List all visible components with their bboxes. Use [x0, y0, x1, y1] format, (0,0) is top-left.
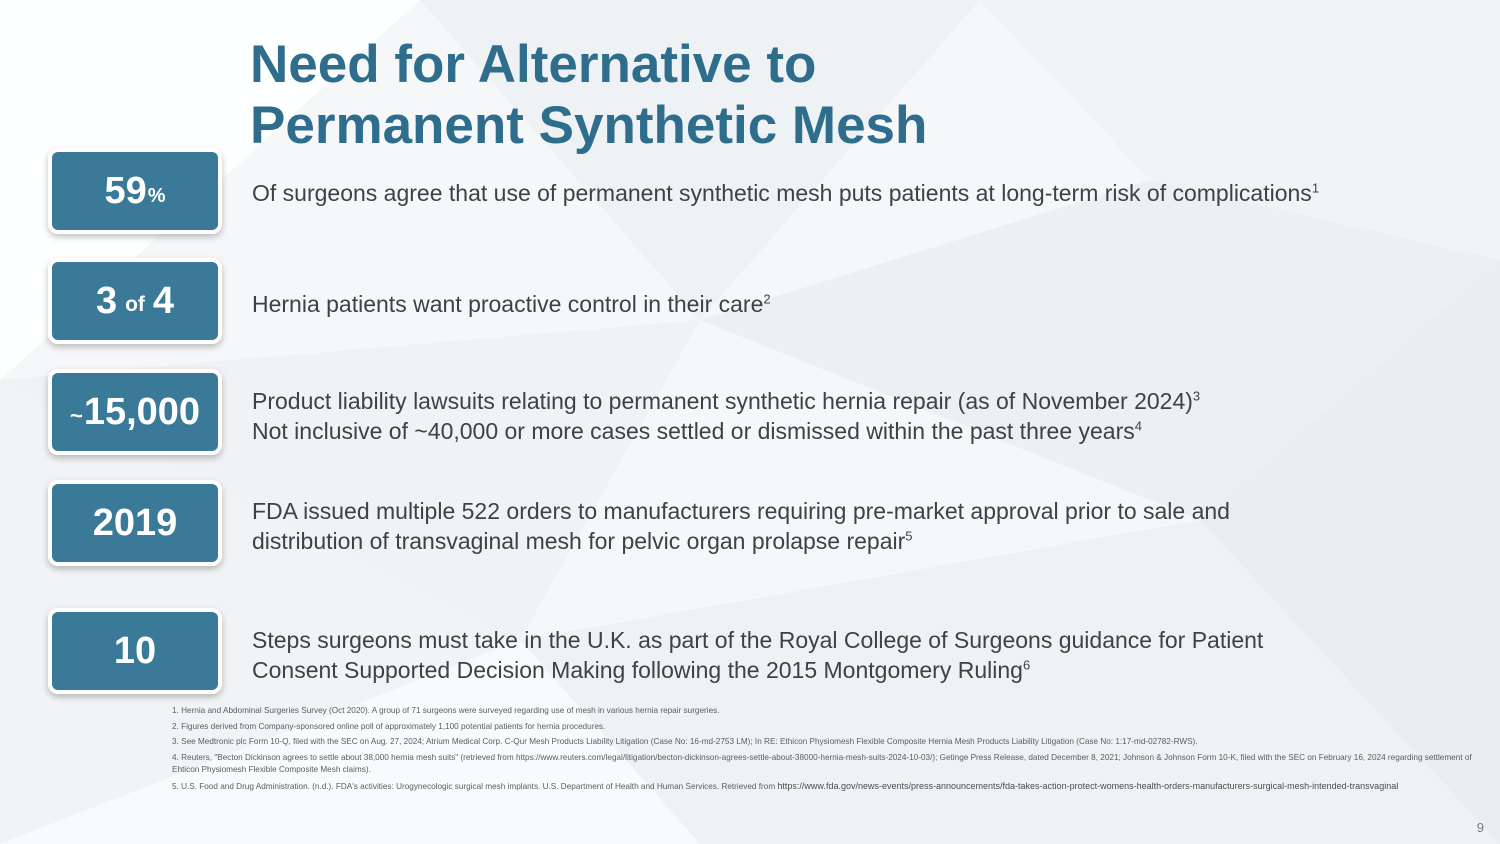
statement-text-line-2: distribution of transvaginal mesh for pelvic organ prolapse repair	[252, 528, 906, 554]
stat-badge-3-of-4	[48, 258, 222, 344]
stat-badge-10	[48, 608, 222, 694]
footnotes	[172, 705, 1472, 796]
stat-value: 2019	[92, 502, 178, 544]
stat-badge-15000	[48, 369, 222, 455]
page-title	[250, 34, 927, 156]
stat-statement-surgeons	[252, 178, 1452, 208]
title-line-2: Permanent Synthetic Mesh	[250, 96, 928, 155]
footnote-3: 3. See Medtronic plc Form 10-Q, filed with the SEC on Aug. 27, 2024; Atrium Medical Corp. C-Qur Mesh Products Liability Litigation (Case No: 16-md-2753 LM); In RE: Ethicon Physiomesh Flexible Composite Hernia Mesh Products Liability Litigation (Case No: 1:17-md-02782-RWS).	[172, 737, 1198, 746]
statement-text-line-1: Product liability lawsuits relating to permanent synthetic hernia repair (as of November 2024)	[252, 388, 1193, 414]
footnote-1: 1. Hernia and Abdominal Surgeries Survey (Oct 2020). A group of 71 surgeons were surveyed regarding use of mesh in various hernia repair surgeries.	[172, 706, 720, 715]
stat-joiner: of	[125, 293, 145, 316]
footnote-ref: 6	[1022, 657, 1031, 673]
footnote-5-link[interactable]: https://www.fda.gov/news-events/press-announcements/fda-takes-action-protect-womens-health-orders-manufacturers-surgical-mesh-intended-transvaginal	[777, 780, 1399, 791]
footnote-ref: 1	[1311, 180, 1320, 196]
stat-statement-lawsuits	[252, 386, 1452, 446]
statement-text-line-2: Not inclusive of ~40,000 or more cases settled or dismissed within the past three years	[252, 418, 1135, 444]
footnote-4: 4. Reuters, "Becton Dickinson agrees to settle about 38,000 hernia mesh suits" (retrieved from https://www.reuters.com/legal/litigation/becton-dickinson-agrees-settle-about-38000-hernia-mesh-suits-2024-10-03/); Getinge Press Release, dated December 8, 2021; Johnson & Johnson Form 10-K, filed with the SEC on February 16, 2024 regarding settlement of Ehticon Physiomesh Flexible Composite Mesh claims).	[172, 752, 1472, 774]
statement-text-line-2: Consent Supported Decision Making following the 2015 Montgomery Ruling	[252, 657, 1023, 683]
footnote-5	[172, 780, 1472, 794]
stat-statement-uk-steps	[252, 625, 1452, 685]
stat-prefix: ~	[69, 403, 83, 428]
statement-text: Of surgeons agree that use of permanent synthetic mesh puts patients at long-term risk of complications	[252, 180, 1312, 206]
stat-statement-patients	[252, 289, 1452, 319]
stat-unit: %	[147, 184, 166, 207]
stat-value: 10	[113, 630, 157, 672]
title-line-1: Need for Alternative to	[250, 35, 817, 94]
stat-statement-fda	[252, 496, 1452, 556]
footnote-ref: 3	[1192, 388, 1201, 404]
footnote-ref: 5	[905, 528, 913, 544]
stat-value: 15,000	[83, 391, 201, 433]
stat-value-b: 4	[152, 280, 175, 322]
footnote-ref: 2	[763, 291, 771, 307]
stat-badge-59-percent	[48, 148, 222, 234]
footnote-2: 2. Figures derived from Company-sponsored online poll of approximately 1,100 potential patients for hernia procedures.	[172, 721, 606, 731]
stat-value: 59	[104, 170, 147, 212]
footnote-ref: 4	[1134, 418, 1142, 434]
page-number: 9	[1476, 820, 1484, 835]
stat-value-a: 3	[95, 280, 118, 322]
footnote-5-text: 5. U.S. Food and Drug Administration. (n.d.). FDA's activities: Urogynecologic surgical mesh implants. U.S. Department of Health and Human Services. Retrieved from	[172, 781, 778, 791]
statement-text-line-1: FDA issued multiple 522 orders to manufacturers requiring pre-market approval prior to sale and	[252, 498, 1230, 524]
statement-text-line-1: Steps surgeons must take in the U.K. as part of the Royal College of Surgeons guidance for Patient	[252, 627, 1264, 653]
statement-text: Hernia patients want proactive control in their care	[252, 291, 764, 317]
stat-badge-2019	[48, 480, 222, 566]
